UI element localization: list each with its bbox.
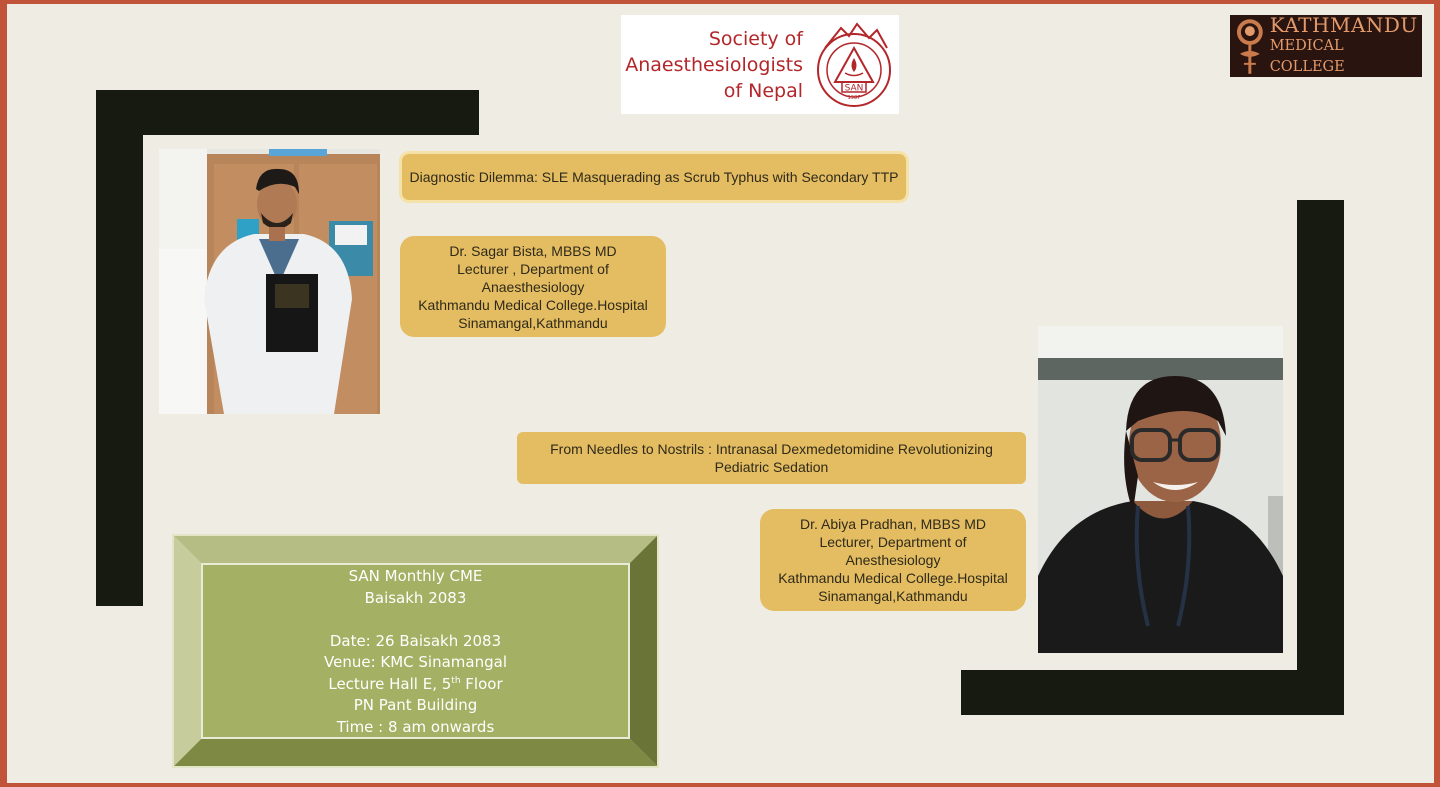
talk-title-2: From Needles to Nostrils : Intranasal Dexmedetomidine Revolutionizing Pediatric Sedation	[517, 432, 1026, 484]
kmc-emblem-icon	[1232, 16, 1268, 76]
event-venue: Venue: KMC Sinamangal	[324, 653, 507, 671]
speaker-institution: Kathmandu Medical College.Hospital	[778, 570, 1008, 586]
san-emblem-label: SAN	[844, 83, 864, 93]
san-emblem-icon	[811, 18, 897, 112]
speaker-photo-abiya-pradhan	[1038, 326, 1283, 653]
event-month: Baisakh 2083	[364, 588, 467, 607]
event-building: PN Pant Building	[353, 696, 478, 714]
speaker-role: Lecturer , Department of Anaesthesiology	[457, 260, 609, 295]
bracket-right	[1297, 200, 1344, 715]
bracket-bottom-right	[961, 670, 1344, 715]
bracket-top-left	[96, 90, 479, 135]
san-emblem-year: 1987	[847, 94, 861, 101]
speaker-institution: Kathmandu Medical College.Hospital	[418, 296, 648, 313]
speaker-role: Lecturer, Department of Anesthesiology	[819, 534, 967, 568]
event-name: SAN Monthly CME	[348, 567, 483, 585]
kmc-logo-text: KATHMANDU MEDICAL COLLEGE	[1269, 12, 1418, 75]
bracket-left	[96, 90, 143, 606]
speaker-card-1	[400, 236, 666, 337]
speaker-location: Sinamangal,Kathmandu	[818, 588, 968, 604]
event-info-panel	[172, 534, 659, 768]
event-time: Time : 8 am onwards	[336, 717, 495, 736]
san-logo-text: Society of Anaesthesiologists of Nepal	[625, 27, 803, 102]
speaker-photo-sagar-bista	[159, 149, 380, 414]
event-date: Date: 26 Baisakh 2083	[329, 631, 502, 650]
speaker-card-2	[760, 509, 1026, 611]
kmc-logo	[1230, 12, 1422, 77]
event-hall: Lecture Hall E, 5th Floor	[328, 674, 503, 693]
san-logo	[621, 15, 899, 114]
speaker-name: Dr. Sagar Bista, MBBS MD	[449, 242, 617, 259]
event-info-text	[202, 566, 629, 738]
talk-title-1: Diagnostic Dilemma: SLE Masquerading as Scrub Typhus with Secondary TTP	[399, 151, 909, 203]
speaker-location: Sinamangal,Kathmandu	[458, 314, 608, 331]
speaker-name: Dr. Abiya Pradhan, MBBS MD	[800, 516, 986, 532]
